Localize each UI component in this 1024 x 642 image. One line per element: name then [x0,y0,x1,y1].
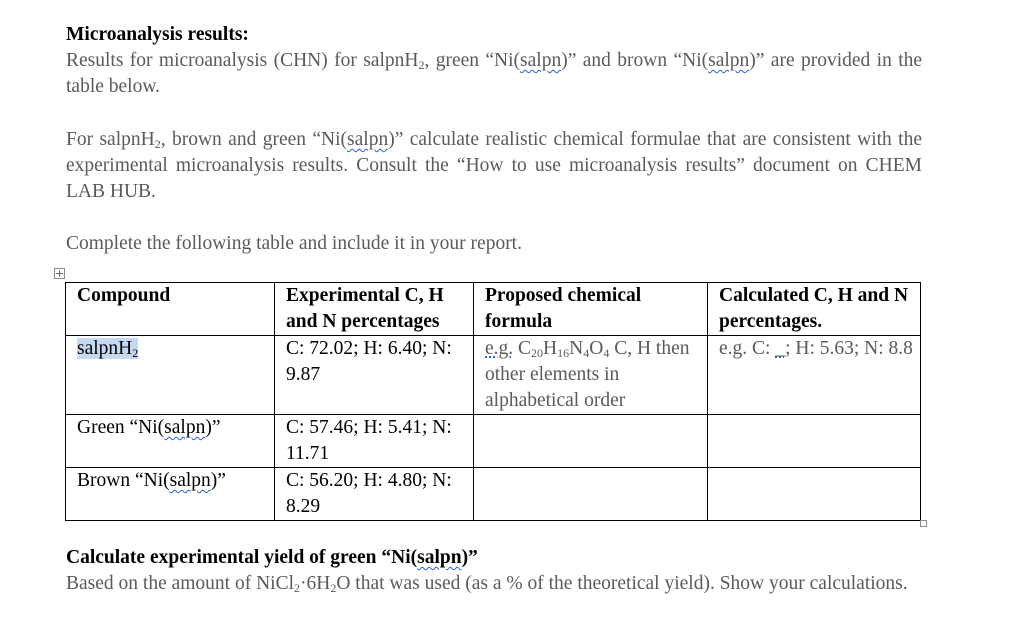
cell-calculated[interactable]: e.g. C: _; H: 5.63; N: 8.8 [708,336,921,415]
header-compound: Compound [66,283,275,336]
yield-body: Based on the amount of $NiCl_2\cdot 6H_2O$ that was used (as a % of the theoretical yield). Show your calculations. [66,573,908,595]
cell-compound[interactable]: Green “Ni(salpn)” [66,415,275,468]
cell-formula[interactable] [474,415,708,468]
header-formula: Proposed chemical formula [474,283,708,336]
cell-compound[interactable]: salpnH$_2$ [66,336,275,415]
cell-experimental[interactable]: C: 72.02; H: 6.40; N: 9.87 [275,336,474,415]
cell-calculated[interactable] [708,468,921,521]
table-header-row [66,283,921,336]
header-experimental: Experimental C, H and N percentages [275,283,474,336]
microanalysis-heading: Microanalysis results: [66,24,249,45]
cell-experimental[interactable]: C: 57.46; H: 5.41; N: 11.71 [275,415,474,468]
microanalysis-section [66,22,922,100]
header-calculated: Calculated C, H and N percentages. [708,283,921,336]
cell-compound[interactable]: Brown “Ni(salpn)” [66,468,275,521]
microanalysis-intro: Results for microanalysis (CHN) for salpnH$_2$, green “Ni(salpn)” and brown “Ni(salpn)” are provided in the table below. [66,50,923,97]
cell-formula[interactable]: e.g. $C_{20}H_{16}N_4O_4$ C, H then other elements in alphabetical order [474,336,708,415]
table-row [66,336,921,415]
yield-heading: Calculate experimental yield of green “Ni(salpn)” [66,547,478,568]
instructions-paragraph: For salpnH$_2$, brown and green “Ni(salpn)” calculate realistic chemical formulae that are consistent with the experimental microanalysis results. Consult the “How to use microanalysis results” document on CHEM LAB HUB. [66,129,922,202]
yield-section [66,545,922,597]
cell-formula[interactable] [474,468,708,521]
resize-icon[interactable] [920,520,927,527]
cell-calculated[interactable] [708,415,921,468]
move-icon[interactable]: + [55,267,65,280]
table-row [66,415,921,468]
table-row [66,468,921,521]
results-table [65,282,921,521]
cell-experimental[interactable]: C: 56.20; H: 4.80; N: 8.29 [275,468,474,521]
table-intro: Complete the following table and include it in your report. [66,233,522,254]
